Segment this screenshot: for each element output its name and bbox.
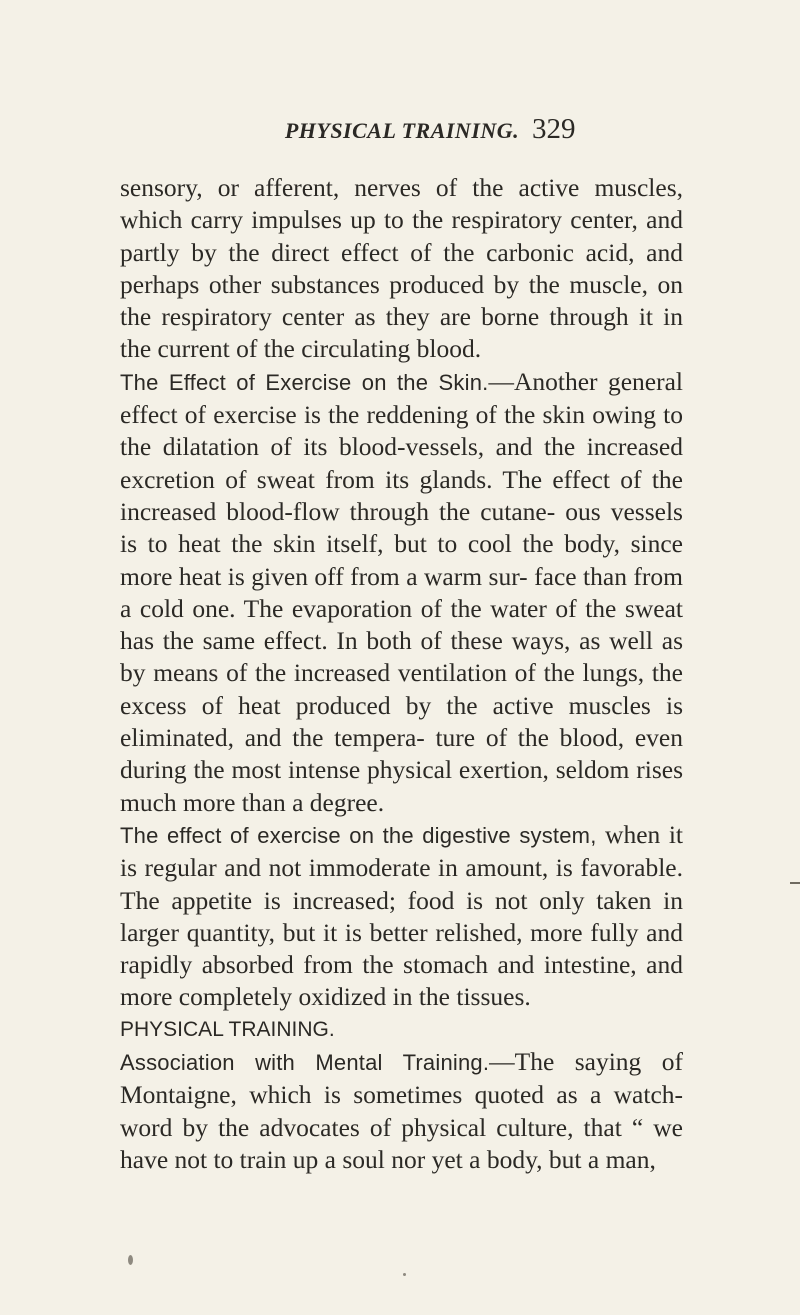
paragraph-digestive (120, 819, 683, 1014)
page-body (120, 172, 683, 1176)
section-heading: PHYSICAL TRAINING. (120, 1017, 335, 1041)
digestive-text: when it is regular and not immoderate in amount, is favorable. The appetite is increased; food is not only taken in larger quantity, but it is better relished, more fully and rapidly absorbed from the stomach and intestine, and more completely oxidized in the tissues. (120, 819, 683, 1012)
heading-mental-training: Association with Mental Training. (120, 1050, 490, 1076)
edge-mark (790, 882, 800, 884)
mental-text: —The saying of Montaigne, which is sometimes quoted as a watch- word by the advocates of physical culture, that “ we have not to train up a soul nor yet a body, but a man, (120, 1047, 683, 1174)
paragraph-respiration: sensory, or afferent, nerves of the active muscles, which carry impulses up to the respiratory center, and partly by the direct effect of the carbonic acid, and perhaps other substances produced by the muscle, on the respiratory center as they are borne through it in the current of the circulating blood. (120, 173, 683, 364)
page-number: 329 (532, 113, 576, 145)
paragraph-mental-training (120, 1046, 683, 1176)
paragraph-skin (120, 366, 683, 819)
heading-effect-on-digestion: The effect of exercise on the digestive system, (120, 822, 597, 848)
heading-effect-on-skin: The Effect of Exercise on the Skin. (120, 369, 489, 395)
running-head: PHYSICAL TRAINING. (284, 118, 520, 143)
paper-speck (128, 1255, 133, 1265)
paper-speck (403, 1273, 406, 1276)
skin-text: —Another general effect of exercise is the reddening of the skin owing to the dilatation of its blood-vessels, and the increased excretion of sweat from its glands. The effect of the increased blood-flow through the cutane- ous vessels is to heat the skin itself, but to cool the body, since more heat is given off from a warm sur- face than from a cold one. The evaporation of the water of the sweat has the same effect. In both of these ways, as well as by means of the increased ventilation of the lungs, the excess of heat produced by the active muscles is eliminated, and the tempera- ture of the blood, even during the most intense physical exertion, seldom rises much more than a degree. (120, 366, 683, 817)
